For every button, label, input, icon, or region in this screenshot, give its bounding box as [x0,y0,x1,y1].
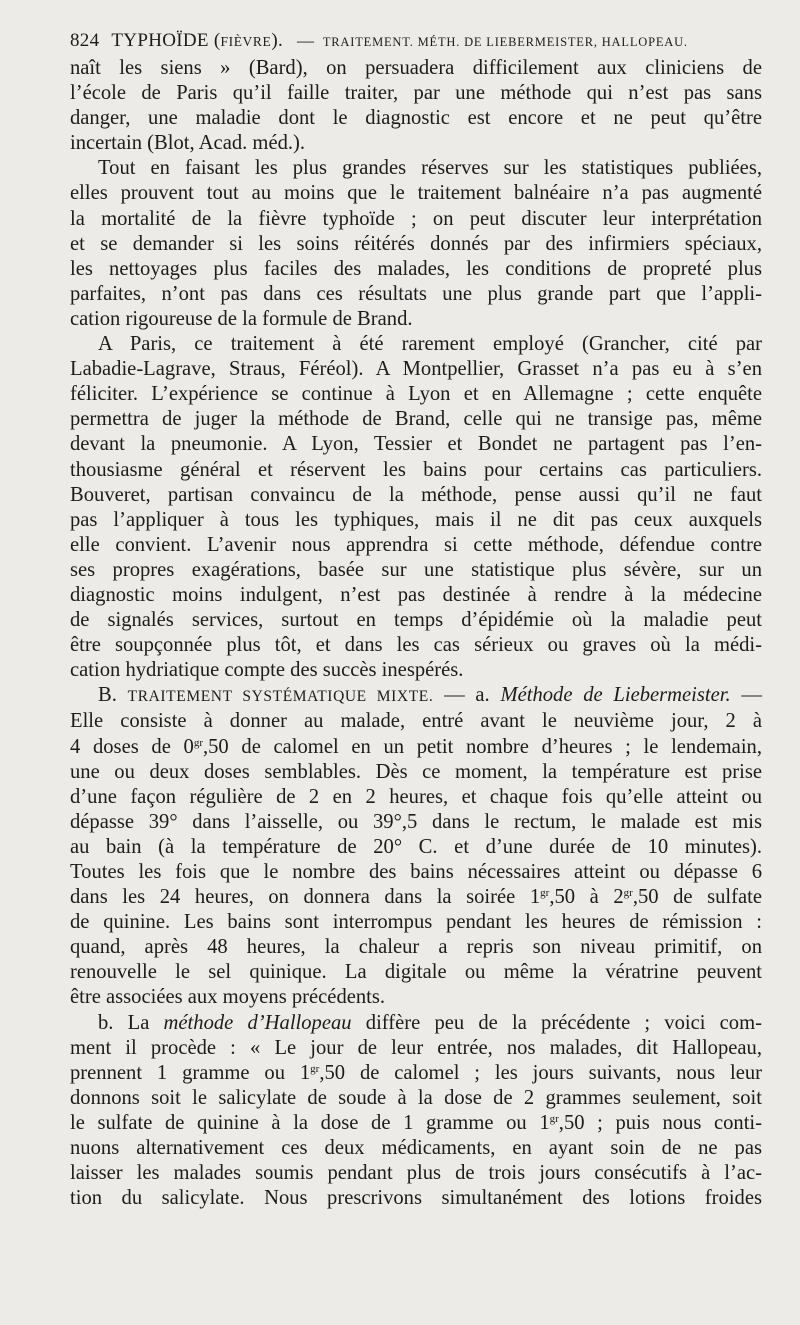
section-dash: — a. [444,684,490,707]
section-label: B. [98,684,117,707]
text-line: prennent 1 gramme ou $1^{gr},50$ de calomel ; les jours suivants, nous leur [70,1061,762,1084]
paragraph-2 [70,156,762,332]
text-line: le sulfate de quinine à la dose de 1 gramme ou $1^{gr},50$ ; puis nous conti- [70,1111,763,1134]
text-line: l’école de Paris qu’il faille traiter, par une méthode qui n’est pas sans [70,82,762,105]
section-title: TRAITEMENT SYSTÉMATIQUE MIXTE. [127,688,434,706]
header-title: TYPHOÏDE (FIÈVRE). [111,30,284,51]
text-line: féliciter. L’expérience se continue à Lyon et en Allemagne ; cette enquête [70,383,762,406]
text-line: être soupçonnée plus tôt, et dans les cas sérieux ou graves où la médi- [70,634,762,657]
running-title: TRAITEMENT. MÉTH. DE LIEBERMEISTER, HALLOPEAU. [322,35,688,49]
text-line: dépasse 39° dans l’aisselle, ou 39°,5 dans le rectum, le malade est mis [70,810,762,833]
text-line: danger, une maladie dont le diagnostic est encore et ne peut qu’être [70,107,762,130]
text-line: d’une façon régulière de 2 en 2 heures, et chaque fois qu’elle atteint ou [70,785,762,808]
text-line: dans les 24 heures, on donnera dans la soirée $1^{gr},50$ à $2^{gr},50$ de sulfate [70,886,763,909]
text-line: Elle consiste à donner au malade, entré avant le neuvième jour, 2 à [70,710,762,733]
paragraph-5 [70,1011,762,1212]
text-line: donnons soit le salicylate de soude à la dose de 2 grammes seulement, soit [70,1086,762,1109]
text-line: permettra de juger la méthode de Brand, celle qui ne transige pas, même [70,408,762,431]
page-body [70,56,762,1211]
text-line: être associées aux moyens précédents. [70,986,386,1009]
text-line: naît les siens » (Bard), on persuadera difficilement aux cliniciens de [70,57,762,79]
paragraph-3 [70,332,762,683]
page-number: 824 [70,30,100,51]
header-dash: — [297,31,315,50]
text-line: et se demander si les soins réitérés donnés par des infirmiers spéciaux, [70,232,762,255]
text-line: une ou deux doses semblables. Dès ce moment, la température est prise [70,760,762,783]
text-line: devant la pneumonie. A Lyon, Tessier et Bondet ne partagent pas l’en- [70,433,762,456]
section-subtitle: Méthode de Liebermeister. [500,684,731,707]
section-dash: — [741,684,762,707]
text-line: thousiasme général et réservent les bains pour certains cas particuliers. [70,458,762,481]
text-line: les nettoyages plus faciles des malades, les conditions de propreté plus [70,257,762,280]
text-line: nuons alternativement ces deux médicaments, en ayant soin de ne pas [70,1137,762,1160]
text-line: Labadie-Lagrave, Straus, Féréol). A Montpellier, Grasset n’a pas eu à s’en [70,358,762,381]
text-line: parfaites, n’ont pas dans ces résultats une plus grande part que l’appli- [70,282,762,305]
text-line: quand, après 48 heures, la chaleur a repris son niveau primitif, on [70,936,762,959]
text-line: au bain (à la température de 20° C. et d’une durée de 10 minutes). [70,835,762,858]
text-line: 4 doses de $0^{gr},50$ de calomel en un petit nombre d’heures ; le lendemain, [70,735,762,758]
paragraph-1 [70,56,762,156]
text-line: ses propres exagérations, basée sur une statistique plus sévère, sur un [70,558,762,581]
text-line: cation hydriatique compte des succès inespérés. [70,659,464,682]
running-header [70,30,762,52]
text-line: renouvelle le sel quinique. La digitale ou même la vératrine peuvent [70,961,762,984]
text-line: Toutes les fois que le nombre des bains nécessaires atteint ou dépasse 6 [70,861,762,883]
text-line: tion du salicylate. Nous prescrivons simultanément des lotions froides [70,1187,762,1210]
text-line: ment il procède : « Le jour de leur entrée, nos malades, dit Hallopeau, [70,1036,762,1059]
text-line: cation rigoureuse de la formule de Brand. [70,307,413,330]
text-line: A Paris, ce traitement à été rarement employé (Grancher, cité par [98,333,762,356]
text-line: diagnostic moins indulgent, n’est pas destinée à rendre à la médecine [70,583,762,606]
text-line: elle convient. L’avenir nous apprendra si cette méthode, défendue contre [70,533,762,556]
text-line: laisser les malades soumis pendant plus de trois jours consécutifs à l’ac- [70,1162,762,1185]
text-line: de quinine. Les bains sont interrompus pendant les heures de rémission : [70,911,762,934]
text-line: Tout en faisant les plus grandes réserves sur les statistiques publiées, [98,157,762,180]
text-line: Bouveret, partisan convaincu de la méthode, pense aussi qu’il ne faut [70,483,762,506]
text-line: de signalés services, surtout en temps d’épidémie où la maladie peut [70,609,762,632]
method-title: méthode d’Hallopeau [163,1011,352,1034]
text-line: pas l’appliquer à tous les typhiques, mais il ne dit pas ceux auxquels [70,508,762,531]
section-heading-line [70,683,762,709]
text-line: elles prouvent tout au moins que le traitement balnéaire n’a pas augmenté [70,182,762,205]
text-line: la mortalité de la fièvre typhoïde ; on peut discuter leur interprétation [70,207,762,230]
text-line: incertain (Blot, Acad. méd.). [70,132,306,155]
paragraph-4 [70,683,762,1010]
text-line: b. La méthode d’Hallopeau diffère peu de la précédente ; voici com- [98,1011,762,1034]
